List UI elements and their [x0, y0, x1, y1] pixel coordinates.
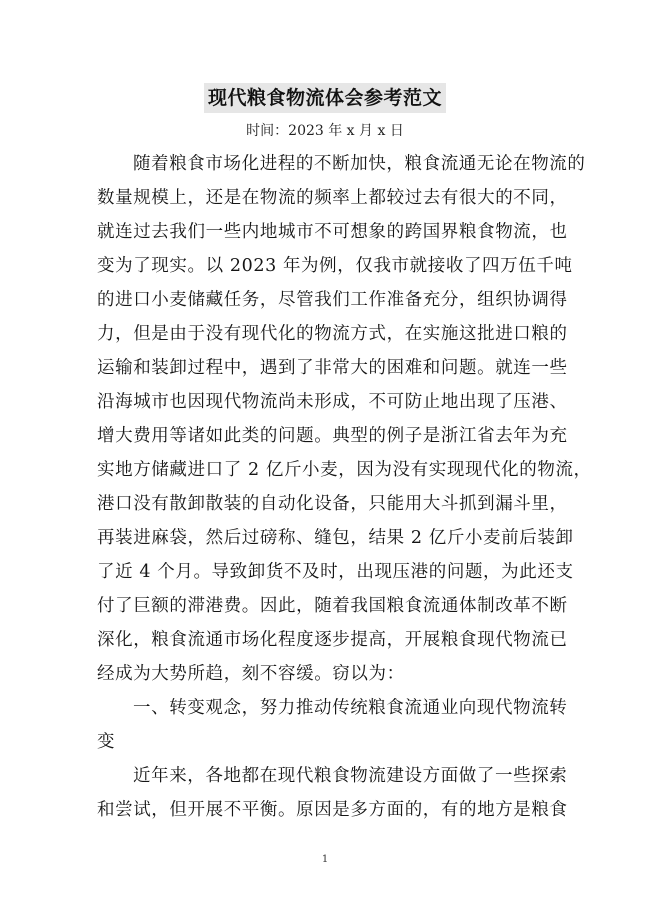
title-container — [0, 83, 650, 113]
body-line: 增大费用等诸如此类的问题。典型的例子是浙江省去年为充 — [97, 426, 568, 446]
body-line: 沿海城市也因现代物流尚未形成，不可防止地出现了压港、 — [97, 392, 568, 412]
body-line: 数量规模上，还是在物流的频率上都较过去有很大的不同， — [97, 188, 568, 208]
body-line: 随着粮食市场化进程的不断加快，粮食流通无论在物流的 — [133, 154, 586, 174]
document-title: 现代粮食物流体会参考范文 — [204, 83, 446, 113]
body-line: 近年来，各地都在现代粮食物流建设方面做了一些探索 — [133, 766, 568, 786]
body-line: 港口没有散卸散装的自动化设备，只能用大斗抓到漏斗里， — [97, 494, 568, 514]
body-line: 深化，粮食流通市场化程度逐步提高，开展粮食现代物流已 — [97, 630, 568, 650]
body-line: 力，但是由于没有现代化的物流方式，在实施这批进口粮的 — [97, 324, 568, 344]
body-line: 就连过去我们一些内地城市不可想象的跨国界粮食物流，也 — [97, 222, 568, 242]
body-line: 变为了现实。以 2023 年为例，仅我市就接收了四万伍千吨 — [97, 256, 573, 276]
body-line: 运输和装卸过程中，遇到了非常大的困难和问题。就连一些 — [97, 358, 568, 378]
body-line: 和尝试，但开展不平衡。原因是多方面的，有的地方是粮食 — [97, 800, 568, 820]
body-line: 经成为大势所趋，刻不容缓。窃以为： — [97, 664, 405, 684]
body-line: 的进口小麦储藏任务，尽管我们工作准备充分，组织协调得 — [97, 290, 568, 310]
body-line: 一、转变观念，努力推动传统粮食流通业向现代物流转 — [133, 698, 568, 718]
body-line: 付了巨额的滞港费。因此，随着我国粮食流通体制改革不断 — [97, 596, 568, 616]
body-line: 了近 4 个月。导致卸货不及时，出现压港的问题，为此还支 — [97, 562, 574, 582]
page-number: 1 — [321, 854, 329, 865]
body-line: 实地方储藏进口了 2 亿斤小麦，因为没有实现现代化的物流， — [97, 460, 592, 480]
body-line: 再装进麻袋，然后过磅称、缝包，结果 2 亿斤小麦前后装卸 — [97, 528, 574, 548]
body-line: 变 — [97, 732, 116, 752]
body-text — [97, 147, 592, 827]
date-line: 时间：2023 年 x 月 x 日 — [246, 123, 404, 139]
